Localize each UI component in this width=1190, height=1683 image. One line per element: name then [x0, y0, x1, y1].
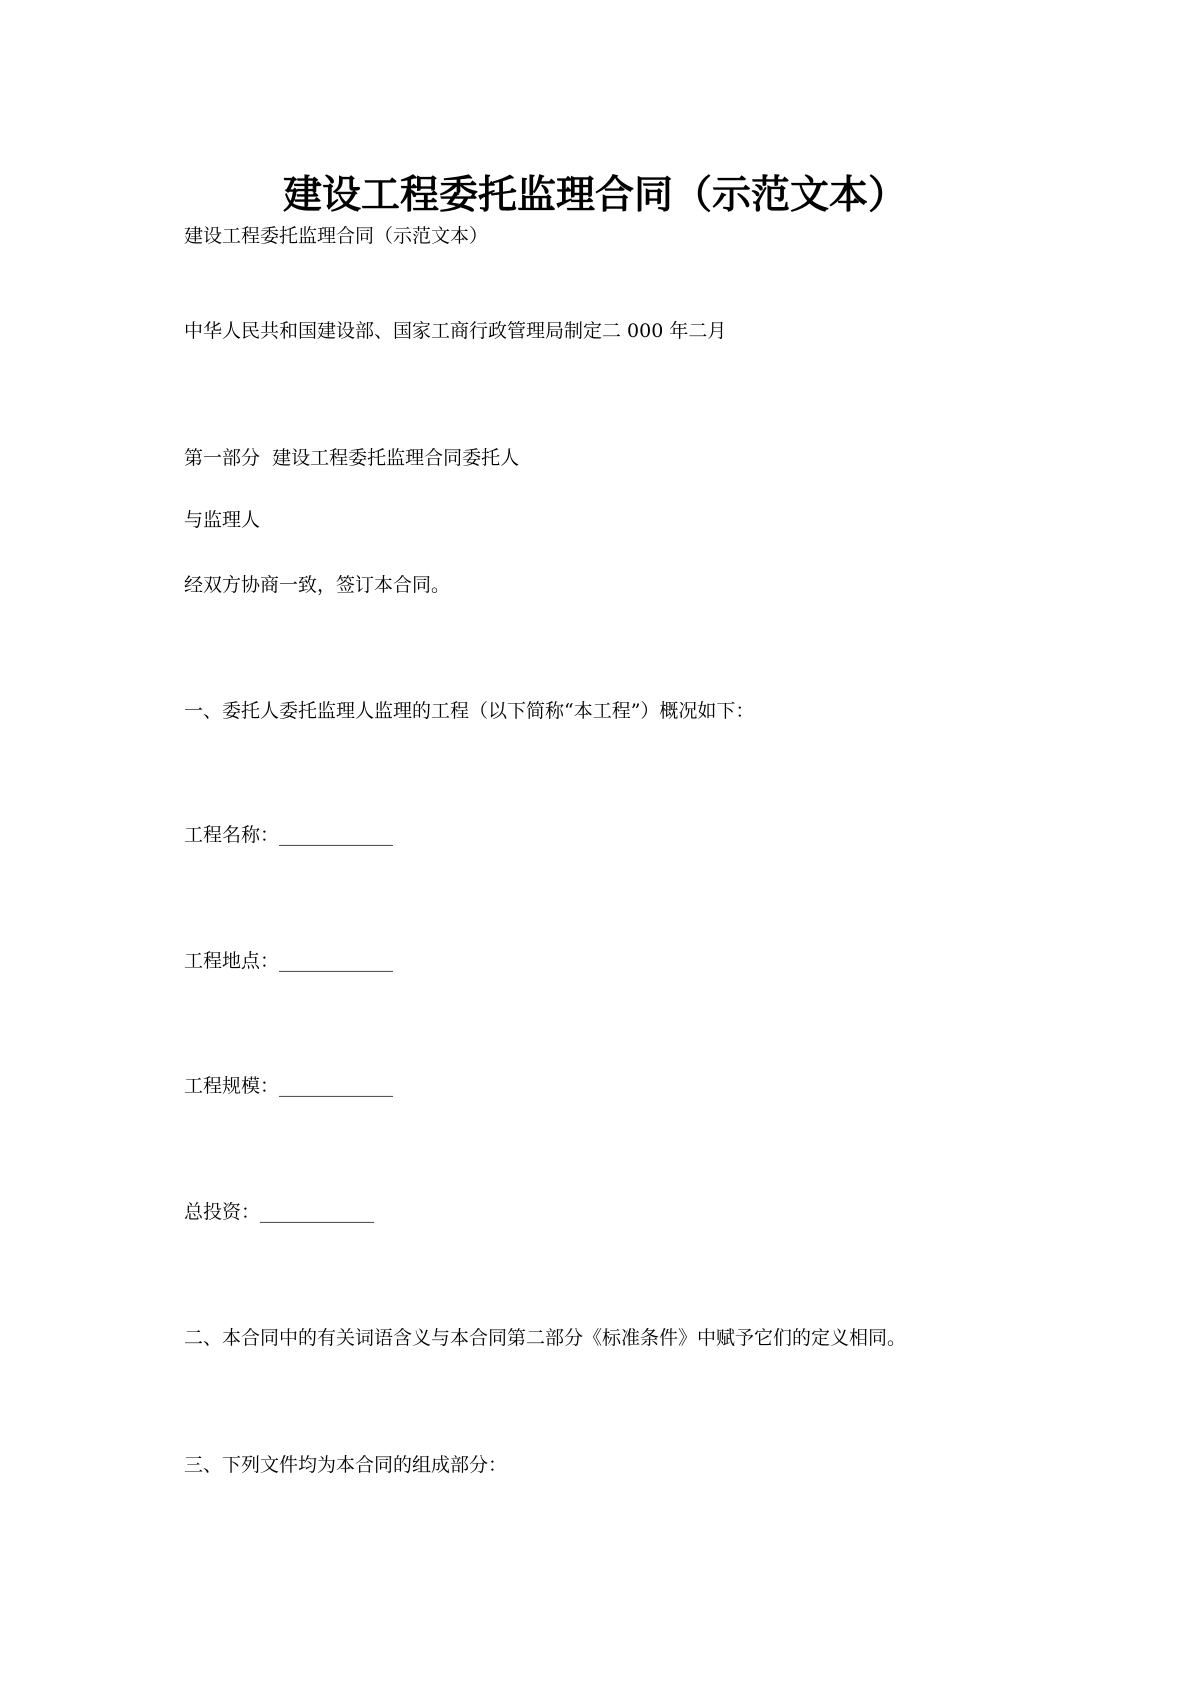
issuer-line: 中华人民共和国建设部、国家工商行政管理局制定二 000 年二月 [184, 320, 727, 342]
project-name-field: 工程名称：____________ [184, 824, 394, 846]
project-scale-field: 工程规模：____________ [184, 1075, 394, 1097]
document-title: 建设工程委托监理合同（示范文本） [282, 172, 907, 218]
subtitle: 建设工程委托监理合同（示范文本） [184, 225, 489, 247]
clause-two: 二、本合同中的有关词语含义与本合同第二部分《标准条件》中赋予它们的定义相同。 [184, 1327, 907, 1349]
project-location-field: 工程地点：____________ [184, 950, 394, 972]
agreement-line: 经双方协商一致，签订本合同。 [184, 574, 451, 596]
total-investment-field: 总投资：____________ [184, 1201, 375, 1223]
clause-one: 一、委托人委托监理人监理的工程（以下简称“本工程”）概况如下： [184, 700, 755, 722]
clause-three: 三、下列文件均为本合同的组成部分： [184, 1454, 508, 1476]
supervisor-line: 与监理人 [184, 509, 261, 531]
part-one-heading: 第一部分 建设工程委托监理合同委托人 [184, 447, 520, 469]
